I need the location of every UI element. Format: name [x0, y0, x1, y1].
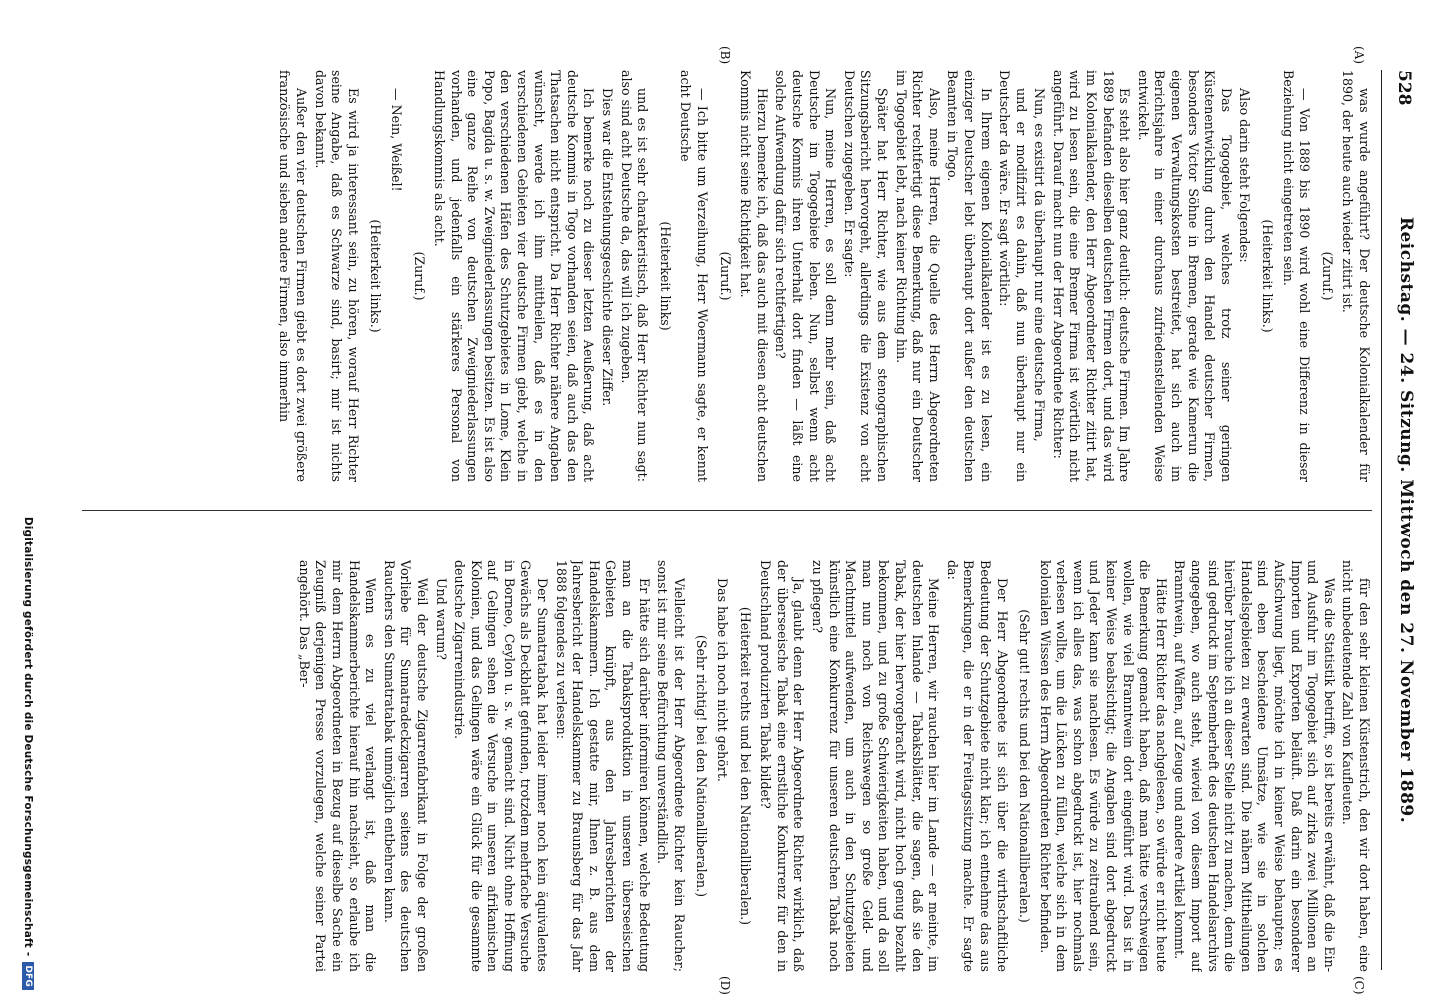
paragraph: Also darin steht Folgendes:	[1237, 88, 1253, 263]
running-head: Reichstag. — 24. Sitzung. Mittwoch den 27. November 1889.	[1396, 216, 1416, 824]
header-rule	[1381, 70, 1382, 970]
right-column	[82, 560, 1372, 972]
quotation: Nun, es existirt da überhaupt nur eine deutsche Firma,	[1032, 88, 1048, 442]
paragraph: und es ist sehr charakteristisch, daß Herr Richter nun sagt: also sind acht Deutsche da, das will ich zugeben.	[618, 70, 651, 482]
paragraph: was wurde angeführt? Der deutsche Kolonialkalender für 1890, der heute auch wieder zitirt ist.	[1340, 70, 1372, 482]
quotation: Weil der deutsche Zigarrenfabrikant in Folge der großen Vorliebe für Sumatradeckzigarren seitens des deutschen Rauchers den Sumatratabak unmöglich entbehren kann.	[381, 560, 430, 972]
interjection: (Zuruf.)	[411, 251, 427, 301]
paragraph: Es steht also hier ganz deutlich: deutsche Firmen. Im Jahre 1889 befanden dieselben deutschen Firmen dort, und das wird im Kolonialkalender, den Herr Abgeordneter Richter zitirt hat, wird zu lesen sein, die eine Bremer Firma ist wörtlich nicht angeführt. Darauf macht nun der Herr Abgeordnete Richter:	[1050, 70, 1133, 482]
paragraph: — Nein, Weißel!	[388, 88, 404, 192]
paragraph: Er hätte sich darüber informiren können, welche Bedeutung man an die Tabaksproduktion in unseren überseeischen Gebieten knüpft, aus den Jahresberichten der Handelskammern. Ich gestatte mir, Ihnen z. B. aus dem Jahresbericht der Handelskammer zu Braunsberg für das Jahr 1888 folgendes zu verlesen:	[553, 560, 652, 972]
paragraph: Ich bemerke noch zu dieser letzten Aeußerung, daß acht deutsche Kommis in Togo vorhanden seien, daß auch das den Thatsachen nicht entspricht. Da Herr Richter nähere Angaben wünscht, werde ich ihm mittheilen, daß es in den verschiedenen Gebieten vier deutsche Firmen giebt, welche in den verschiedenen Häfen des Schutzgebietes in Lome, Klein Popo, Bagida u. s. w. Zweigniederlassungen besitzen. Es ist also eine ganze Reihe von deutschen Zweigniederlassungen vorhanden, und jedenfalls ein stärkeres Personal von Handlungskommis als acht.	[432, 70, 597, 482]
margin-marker-d: (D)	[718, 976, 732, 995]
quotation: In Ihrem eigenen Kolonialkalender ist es zu lesen, ein einziger Deutscher lebt überhaupt dort außer den deutschen Beamten in Togo.	[945, 70, 994, 482]
interjection: (Heiterkeit links.)	[1260, 219, 1276, 333]
paragraph: Das habe ich noch nicht gehört.	[715, 578, 731, 782]
dfg-logo-badge: DFG	[22, 962, 34, 990]
paragraph: Dies war die Entstehungsgeschichte dieser Ziffer.	[600, 88, 616, 407]
interjection: (Heiterkeit rechts und bei den Nationalliberalen.)	[737, 606, 753, 926]
paragraph: Es wird ja interessant sein, zu hören, worauf Herr Richter seine Angabe, daß es Schwarze sind, basirt; mir ist nichts davon bekannt.	[312, 70, 361, 482]
paragraph: für den sehr kleinen Küstenstrich, den wir dort haben, eine nicht unbedeutende Zahl von Kaufleuten.	[1340, 560, 1372, 972]
quotation: Der Sumatratabak hat leider immer noch kein äquivalentes Gewächs als Deckblatt gefunden, trotzdem mehrfache Versuche in Borneo, Ceylon u. s. w. gemacht sind. Nicht ohne Hoffnung auf Gelingen sehen die Versuche in unseren afrikanischen Kolonien, und das Gelingen wäre ein Glück für die gesammte deutsche Zigarrenindustrie.	[452, 560, 551, 972]
paragraph: — Von 1889 bis 1890 wird wohl eine Differenz in dieser Beziehung nicht eingetreten sein.	[1280, 70, 1313, 482]
interjection: (Zuruf.)	[1319, 251, 1335, 301]
paragraph: Ja, glaubt denn der Herr Abgeordnete Richter wirklich, daß der überseeische Tabak eine ernstliche Konkurrenz für den in Deutschland produzirten Tabak bildet?	[758, 560, 807, 972]
margin-marker-c: (C)	[1352, 976, 1366, 995]
margin-marker-a: (A)	[1352, 46, 1366, 65]
paragraph: Außer den vier deutschen Firmen giebt es dort zwei größere französische und sieben andere Firmen, also immerhin	[277, 70, 309, 482]
interjection: (Zuruf.)	[717, 251, 733, 301]
paragraph: Wenn es zu viel verlangt ist, daß man die Handelskammerberichte hierauf hin nachsieht, so erlaube ich mir dem Herrn Abgeordneten in Bezug auf dieselbe Sache ein Zeugniß derjenigen Presse vorzulegen, welche seiner Partei angehört. Das „Ber-	[296, 560, 379, 972]
paragraph: und er modifizirt es dahin, daß nun überhaupt nur ein Deutscher da wäre. Er sagt wörtlich:	[997, 70, 1029, 482]
interjection: (Sehr gut! rechts und bei den Nationalliberalen.)	[1017, 609, 1033, 923]
quotation: Meine Herren, wir rauchen hier im Lande — er meinte, im deutschen Inlande — Tabaksblätter, die sagen, daß sie den Tabak, der hier hervorgebracht wird, nicht hoch genug bezahlt bekommen, und zu große Schwierigkeiten haben, und da soll man nun noch von Reichswegen so große Geld- und Machtmittel aufwenden, um auch in den Schutzgebieten künstlich eine Konkurrenz für unseren deutschen Tabak noch zu pflegen?	[810, 560, 942, 972]
paragraph: Der Herr Abgeordnete ist sich über die wirthschaftliche Bedeutung der Schutzgebiete nicht klar; ich entnehme das aus Bemerkungen, die er in der Freitagssitzung machte. Er sagte da:	[944, 560, 1010, 972]
interjection: (Sehr richtig! bei den Nationalliberalen.)	[694, 634, 710, 898]
page-header	[1384, 70, 1418, 970]
paragraph: Was die Statistik betrifft, so ist bereits erwähnt, daß die Ein- und Ausfuhr im Togogebiet sich auf zirka zwei Millionen an Importen und Exporten beläuft. Daß darin ein besonderer Aufschwung liegt, möchte ich in keiner Weise behaupten; es sind eben bescheidene Umsätze, wie sie in solchen Handelsgebieten zu erwarten sind. Die nähern Mittheilungen hierüber brauche ich an dieser Stelle nicht zu machen, denn die sind gedruckt im Septemberheft des deutschen Handelsarchivs angegeben, wo auch steht, wieviel von diesem Import auf Branntwein, auf Waffen, auf Zeuge und andere Artikel kommt.	[1172, 560, 1337, 972]
paragraph: Hierzu bemerke ich, daß das auch mit diesen acht deutschen Kommis nicht seine Richtigkeit hat.	[738, 70, 770, 482]
paragraph: Und warum?	[433, 578, 449, 660]
paragraph: Also, meine Herren, die Quelle des Herrn Abgeordneten Richter rechtfertigt diese Bemerkung, daß nur ein Deutscher im Togogebiet lebt, nach keiner Richtung hin.	[893, 70, 942, 482]
digitization-credit	[22, 150, 34, 990]
paragraph: Vielleicht ist der Herr Abgeordnete Richter kein Raucher; sonst ist mir seine Befürchtung unverständlich.	[655, 560, 687, 972]
paragraph: — Ich bitte um Verzeihung, Herr Woermann sagte, er kennt acht Deutsche	[678, 70, 711, 482]
credit-text: Digitalisierung gefördert durch die Deutsche Forschungsgemeinschaft -	[22, 516, 34, 957]
paragraph: Hätte Herr Richter das nachgelesen, so würde er nicht heute die Bemerkung gemacht haben, daß man hätte verschweigen wollen, wie viel Branntwein dort eingeführt wird. Das ist in keiner Weise beabsichtigt; die Angaben sind dort abgedruckt und Jeder kann sie nachlesen. Es würde zu zeitraubend sein, wenn ich alles das, was schon abgedruckt ist, hier nochmals verlesen wollte, um die Lücken zu füllen, welche sich in dem kolonialen Wissen des Herrn Abgeordneten Richter befinden.	[1037, 560, 1169, 972]
column-divider	[82, 510, 1372, 511]
quotation: Das Togogebiet, welches trotz seiner geringen Küstenentwicklung durch den Handel deutscher Firmen, besonders Victor Söhne in Bremen, gerade wie Kamerun die eigenen Verwaltungskosten bestreitet, hat sich auch im Berichtsjahre in einer durchaus zufriedenstellenden Weise entwickelt.	[1135, 70, 1234, 482]
interjection: (Heiterkeit links.)	[368, 219, 384, 333]
page-number: 528	[1394, 70, 1414, 106]
quotation: Nun, meine Herren, es soll denn mehr sein, daß acht Deutsche im Togogebiete leben. Nun, selbst wenn acht deutsche Kommis ihren Unterhalt dort finden — läßt eine solche Aufwendung dafür sich rechtfertigen?	[773, 70, 839, 482]
interjection: (Heiterkeit links)	[657, 221, 673, 331]
paragraph: Später hat Herr Richter, wie aus dem stenographischen Sitzungsbericht hervorgeht, allerdings die Existenz von acht Deutschen zugegeben. Er sagte:	[841, 70, 890, 482]
margin-marker-b: (B)	[718, 46, 732, 65]
left-column	[82, 70, 1372, 482]
